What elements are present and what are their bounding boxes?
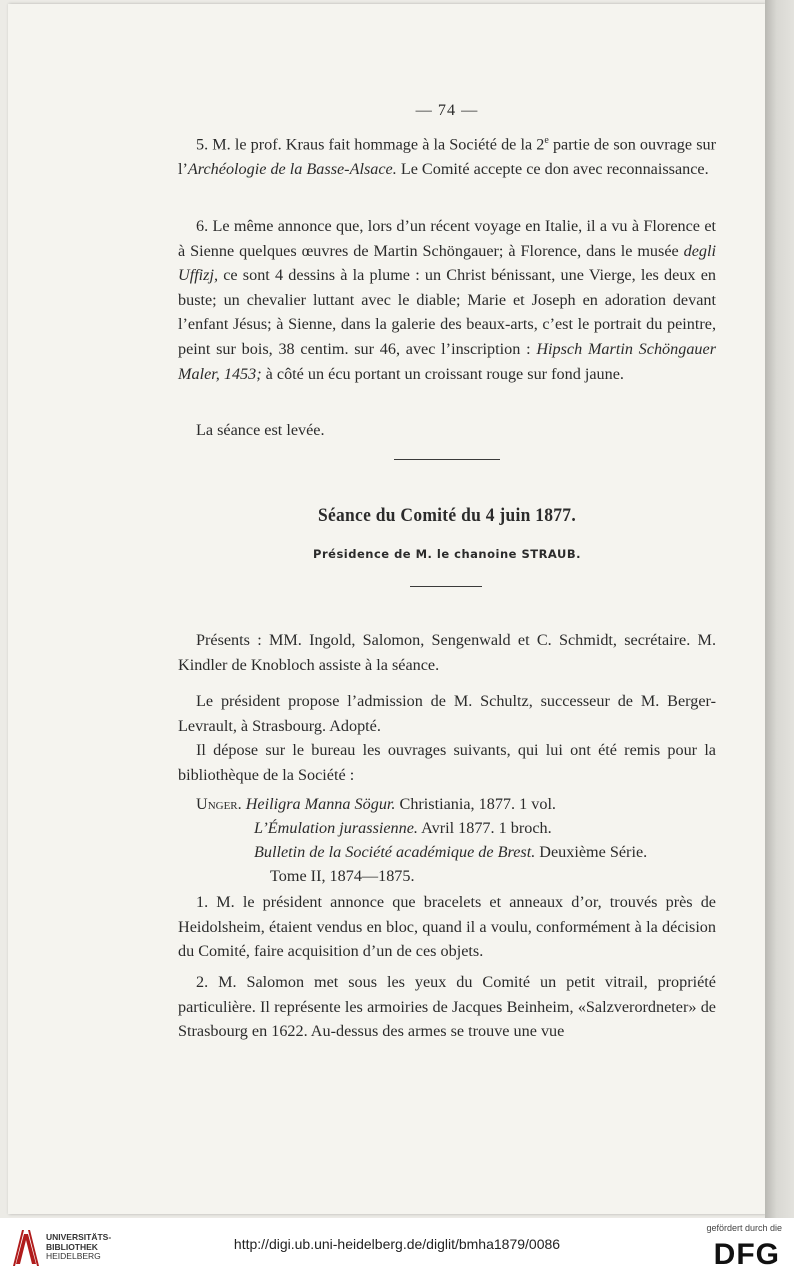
book-title: Archéologie de la Basse-Alsace. [187,159,397,178]
item-2-paragraph: 2. M. Salomon met sous les yeux du Comité un petit vitrail, propriété particulière. Il représente les armoiries de Jacques Beinheim, «Salzverordneter» de Strasbourg en 1622. Au-dessus des armes se trouve une vue [178,973,716,1041]
bib-author: Unger. [196,795,242,813]
divider-rule-short [410,586,482,587]
item-1-paragraph: 1. M. le président annonce que bracelets et anneaux d’or, trouvés près de Heidolsheim, étaient vendus en bloc, quand il a voulu, conformément à la décision du Comité, faire acquisition d’un de ces objets. [178,893,716,961]
library-name: UNIVERSITÄTS- BIBLIOTHEK HEIDELBERG [46,1232,112,1261]
footer-bar [0,1218,794,1276]
source-url-link[interactable]: http://digi.ub.uni-heidelberg.de/diglit/bmha1879/0086 [233,1236,561,1252]
presidence-line: Présidence de M. le chanoine STRAUB. [313,547,581,561]
dfg-logo: DFG [713,1238,780,1271]
admission-paragraph: Le président propose l’admission de M. Schultz, successeur de M. Berger-Levrault, à Strasbourg. Adopté. [178,692,716,735]
closing-line: La séance est levée. [196,421,325,439]
paragraph-5: 5. M. le prof. Kraus fait hommage à la Société de la 2e partie de son ouvrage sur l’Archéologie de la Basse-Alsace. Le Comité accepte ce don avec reconnaissance. [178,135,716,178]
bib-entry-3: Bulletin de la Société académique de Brest. Deuxième Série. [254,843,648,861]
page-edge [765,0,794,1218]
divider-rule [394,459,500,460]
bib-entry-3-cont: Tome II, 1874—1875. [270,867,415,885]
book-page [8,4,765,1214]
page-number: — 74 — [415,101,479,119]
section-heading: Séance du Comité du 4 juin 1877. [318,505,576,526]
bib-entry-1: Unger. Heiligra Manna Sögur. Christiania, 1877. 1 vol. [196,795,556,813]
funded-by-label: gefördert durch die [706,1223,782,1233]
inscription: Hipsch Martin Schöngauer Maler, 1453; [178,339,716,383]
depose-paragraph: Il dépose sur le bureau les ouvrages suivants, qui lui ont été remis pour la bibliothèque de la Société : [178,741,716,784]
bib-entry-2: L’Émulation jurassienne. Avril 1877. 1 broch. [254,819,552,837]
presents-paragraph: Présents : MM. Ingold, Salomon, Sengenwald et C. Schmidt, secrétaire. M. Kindler de Knobloch assiste à la séance. [178,631,716,674]
paragraph-6: 6. Le même annonce que, lors d’un récent voyage en Italie, il a vu à Florence et à Sienne quelques œuvres de Martin Schöngauer; à Florence, dans le musée degli Uffizj, ce sont 4 dessins à la plume : un Christ bénissant, une Vierge, les deux en buste; un chevalier luttant avec le diable; Marie et Joseph en adoration devant l’enfant Jésus; à Sienne, dans la galerie des beaux-arts, c’est le portrait du peintre, peint sur bois, 38 centim. sur 46, avec l’inscription : Hipsch Martin Schöngauer Maler, 1453; à côté un écu portant un croissant rouge sur fond jaune. [178,217,716,383]
museum-name: degli Uffizj, [178,241,716,285]
